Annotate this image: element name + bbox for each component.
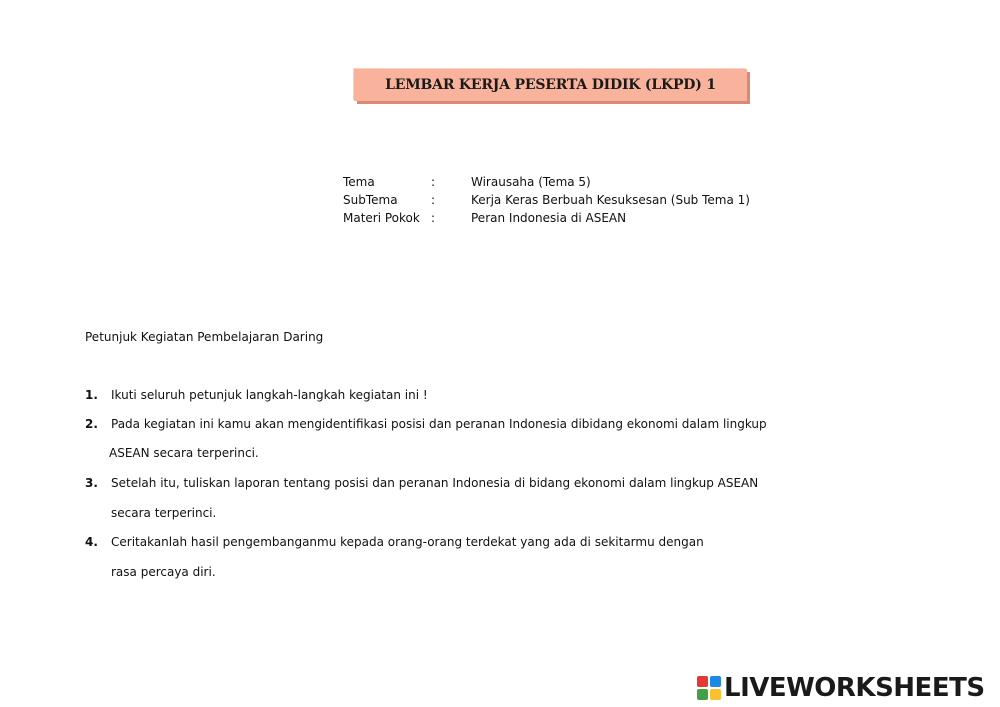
worksheet-title: LEMBAR KERJA PESERTA DIDIK (LKPD) 1 bbox=[385, 77, 716, 93]
material-value: Peran Indonesia di ASEAN bbox=[471, 211, 627, 225]
material-colon: : bbox=[431, 211, 436, 225]
step-text-continued: rasa percaya diri. bbox=[111, 565, 216, 579]
topic-value: Wirausaha (Tema 5) bbox=[471, 175, 591, 189]
logo-wordmark: LIVEWORKSHEETS bbox=[724, 673, 985, 703]
step-text: Ceritakanlah hasil pengembanganmu kepada orang-orang terdekat yang ada di sekitarmu dengan bbox=[111, 535, 704, 549]
topic-row-tema bbox=[343, 173, 750, 191]
instruction-step-3 bbox=[85, 473, 815, 523]
step-text: Pada kegiatan ini kamu akan mengidentifikasi posisi dan peranan Indonesia dibidang ekonomi dalam lingkup bbox=[111, 417, 767, 431]
step-number: 4. bbox=[85, 535, 98, 549]
instruction-step-2 bbox=[85, 414, 815, 463]
step-number: 2. bbox=[85, 417, 98, 431]
step-text-continued: secara terperinci. bbox=[111, 506, 217, 520]
step-number: 3. bbox=[85, 476, 98, 490]
instruction-step-4 bbox=[85, 532, 815, 582]
liveworksheets-logo bbox=[697, 673, 985, 703]
topic-row-materi bbox=[343, 209, 750, 227]
topic-info bbox=[343, 173, 750, 227]
step-text-continued: ASEAN secara terperinci. bbox=[109, 446, 259, 460]
topic-label: Tema bbox=[343, 175, 375, 189]
liveworksheets-logo-icon bbox=[697, 676, 721, 700]
step-number: 1. bbox=[85, 388, 98, 402]
subtopic-value: Kerja Keras Berbuah Kesuksesan (Sub Tema 1) bbox=[471, 193, 750, 207]
material-label: Materi Pokok bbox=[343, 211, 420, 225]
instruction-step-1 bbox=[85, 385, 815, 405]
topic-colon: : bbox=[431, 175, 436, 189]
worksheet-title-banner bbox=[354, 69, 747, 101]
subtopic-colon: : bbox=[431, 193, 436, 207]
instructions-heading: Petunjuk Kegiatan Pembelajaran Daring bbox=[85, 330, 324, 344]
subtopic-label: SubTema bbox=[343, 193, 398, 207]
step-text: Ikuti seluruh petunjuk langkah-langkah kegiatan ini ! bbox=[111, 388, 428, 402]
step-text: Setelah itu, tuliskan laporan tentang posisi dan peranan Indonesia di bidang ekonomi dalam lingkup ASEAN bbox=[111, 476, 759, 490]
topic-row-subtema bbox=[343, 191, 750, 209]
